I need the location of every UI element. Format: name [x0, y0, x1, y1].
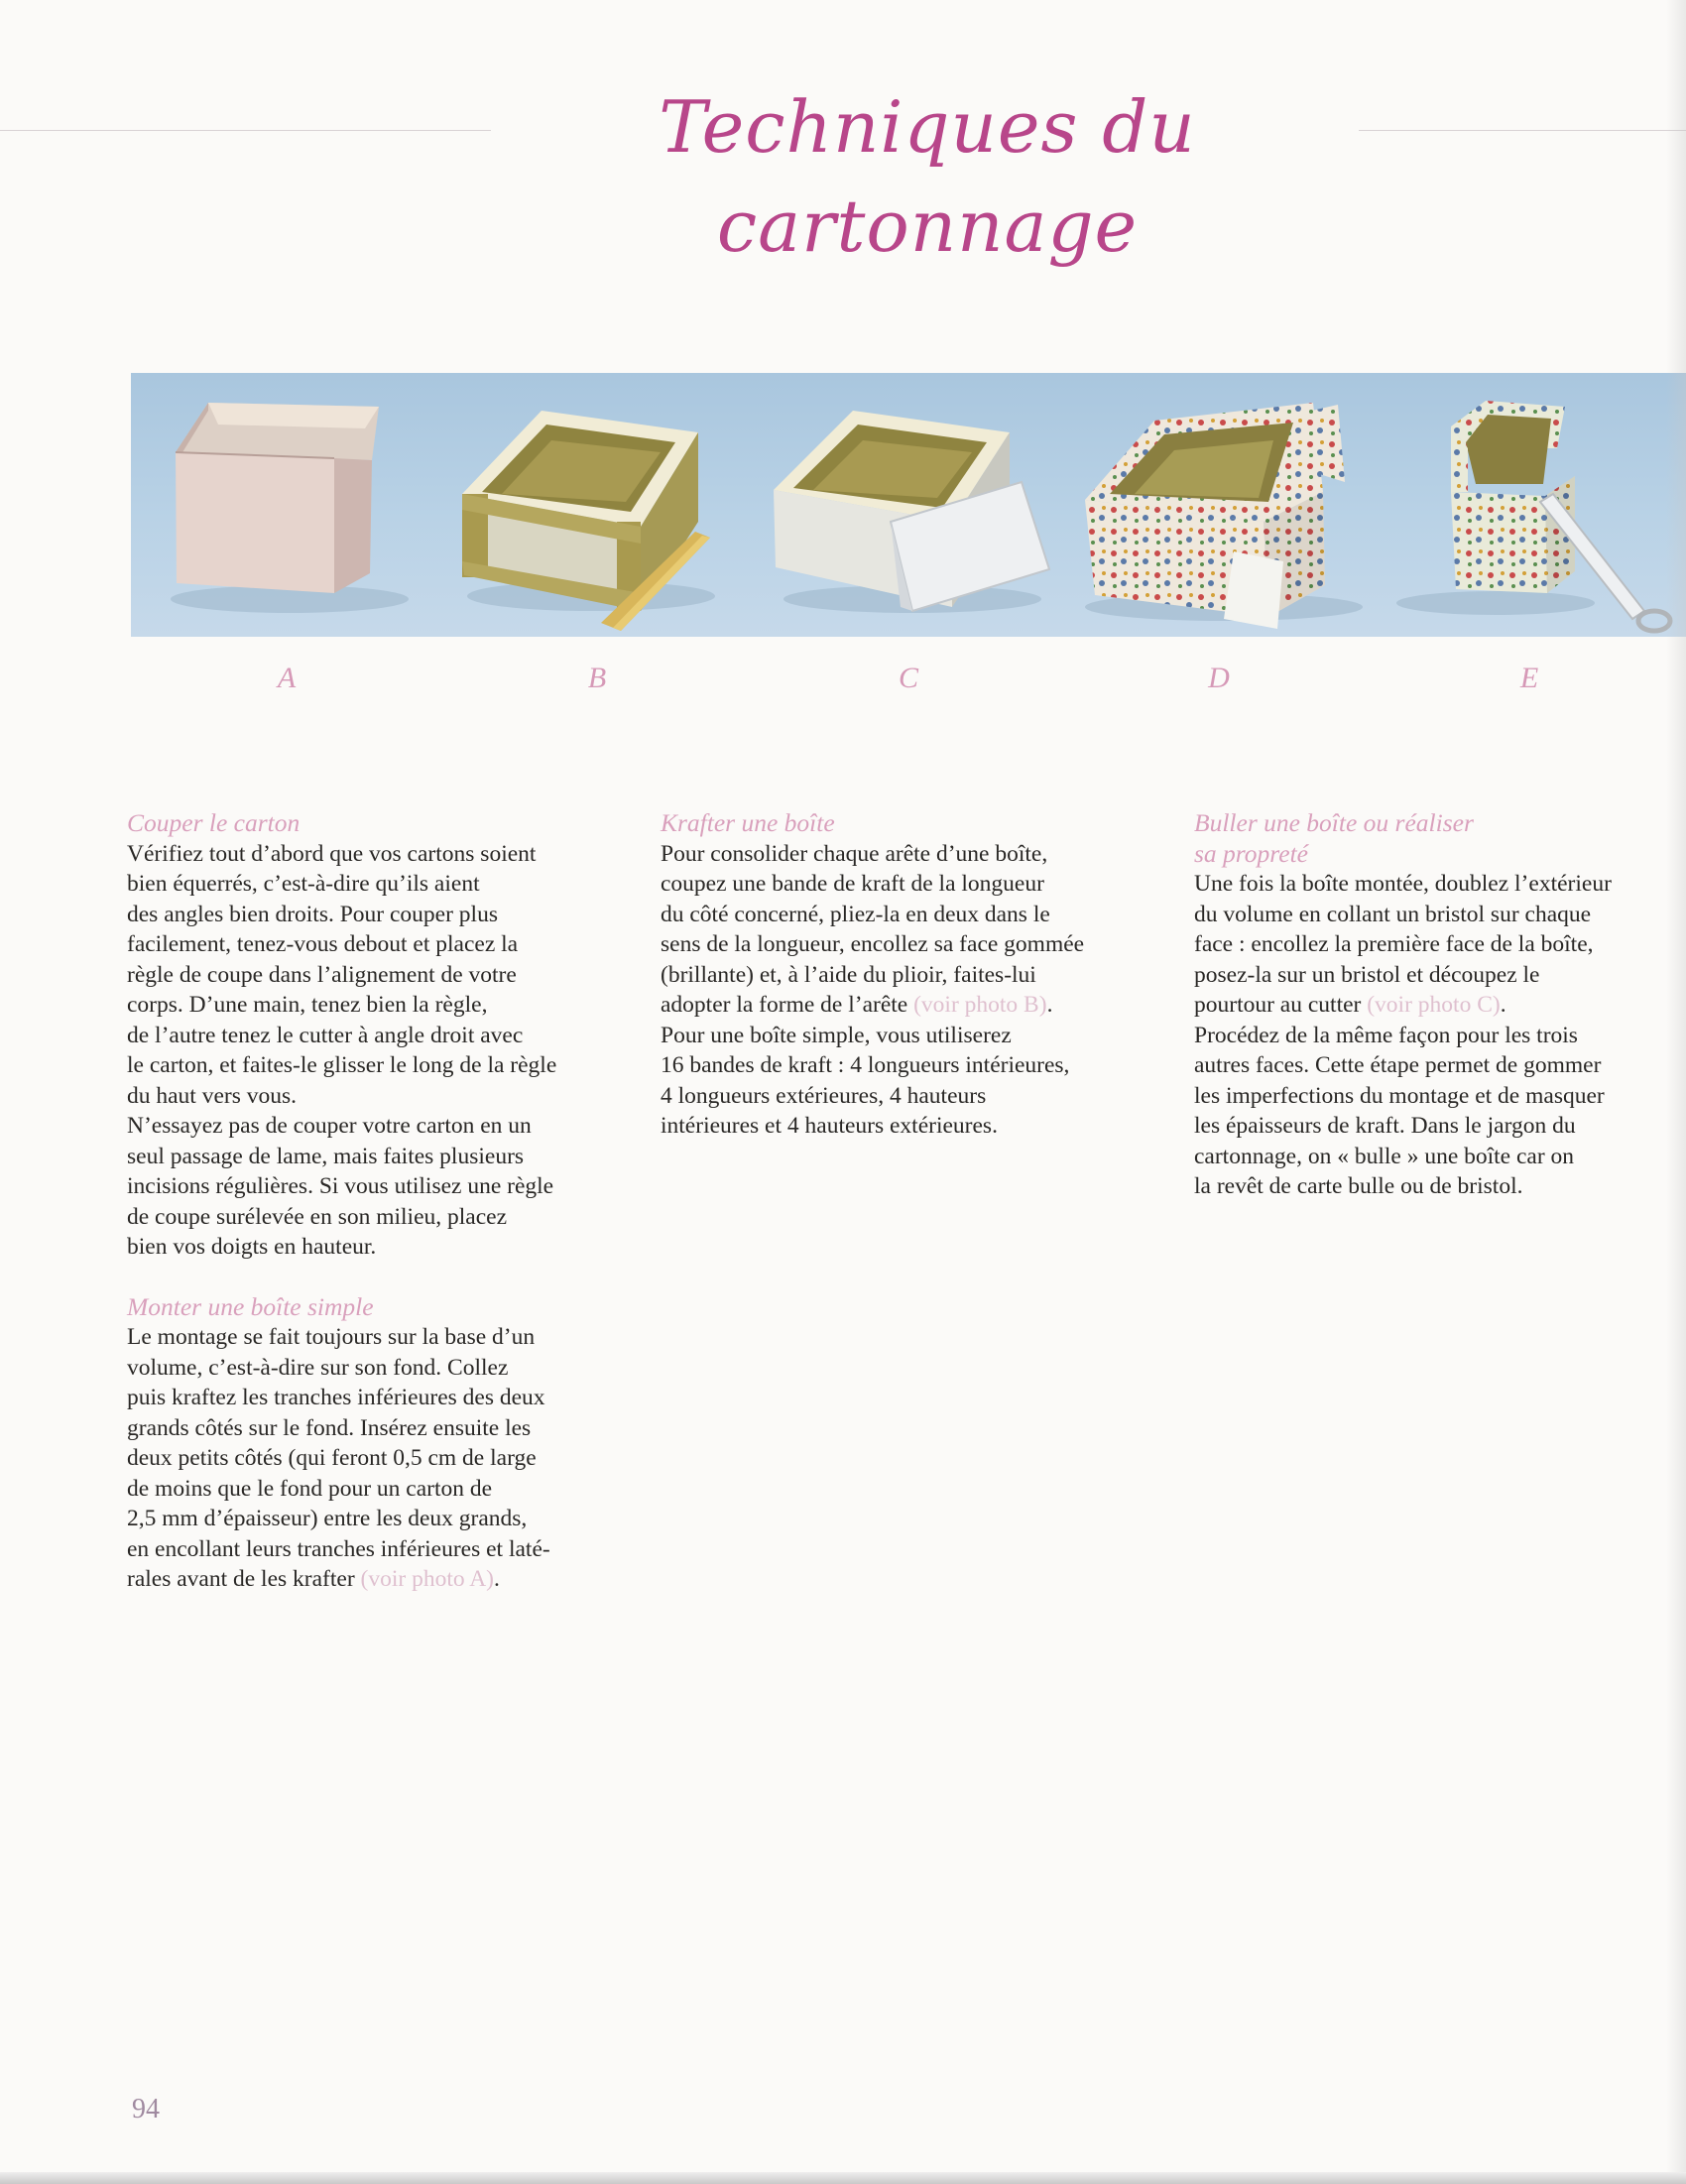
page-number: 94	[132, 2094, 160, 2124]
section-body: Le montage se fait toujours sur la base d’un volume, c’est-à-dire sur son fond. Collez puis kraftez les tranches inférieures des deux grands côtés sur le fond. Insérez ensuite les deux petits côtés (qui feront 0,5 cm de large de moins que le fond pour un carton de 2,5 mm d’épaisseur) entre les deux grands, en encollant leurs tranches inférieures et laté- rales avant de les krafter	[127, 1324, 550, 1592]
column-3	[1194, 808, 1686, 1232]
fabric-box-scissors-icon	[1377, 373, 1686, 637]
section-text	[661, 839, 1166, 1142]
photo-label-b: B	[587, 662, 607, 694]
photo-label-c: C	[898, 662, 918, 694]
photo-label-a: A	[277, 662, 297, 694]
section-body: Pour consolider chaque arête d’une boîte, coupez une bande de kraft de la longueur du côté concerné, pliez-la en deux dans le sens de la longueur, encollez sa face gommée (brillante) et, à l’aide du plioir, faites-lui adopter la forme de l’arête	[661, 840, 1085, 1018]
photo-a	[131, 373, 442, 637]
photo-label-e: E	[1519, 662, 1539, 694]
section-body-tail: .	[494, 1566, 500, 1592]
kraft-box-icon	[442, 373, 754, 637]
section-text	[127, 1322, 633, 1595]
photo-b	[442, 373, 754, 637]
section-body-tail: . Pour une boîte simple, vous utiliserez 16 bandes de kraft : 4 longueurs intérieures, 4 longueurs extérieures, 4 hauteurs intérieures et 4 hauteurs extérieures.	[661, 992, 1070, 1139]
photo-label-d: D	[1208, 662, 1230, 694]
photo-strip	[131, 373, 1686, 637]
page-bottom-edge	[0, 2172, 1686, 2184]
photo-d	[1065, 373, 1377, 637]
section-body: Une fois la boîte montée, doublez l’extérieur du volume en collant un bristol sur chaque face : encollez la première face de la boîte, posez-la sur un bristol et découpez le pourtour au cutter	[1194, 871, 1612, 1018]
column-1	[127, 808, 633, 1625]
title-rule-right	[1359, 130, 1686, 131]
photo-e	[1377, 373, 1686, 637]
column-2	[661, 808, 1166, 1171]
photo-reference: (voir photo A)	[360, 1566, 494, 1592]
photo-reference: (voir photo C)	[1367, 992, 1501, 1018]
page-edge-shadow	[1666, 0, 1686, 2184]
plain-box-icon	[131, 373, 442, 637]
section-buller	[1194, 808, 1686, 1202]
title-rule-left	[0, 130, 491, 131]
section-text	[1194, 869, 1686, 1202]
photo-reference: (voir photo B)	[913, 992, 1047, 1018]
section-krafter	[661, 808, 1166, 1142]
section-heading: Monter une boîte simple	[127, 1291, 374, 1321]
section-body-tail: . Procédez de la même façon pour les trois autres faces. Cette étape permet de gommer les imperfections du montage et de masquer les épaisseurs de kraft. Dans le jargon du cartonnage, on « bulle » une boîte car on la revêt de carte bulle ou de bristol.	[1194, 992, 1605, 1199]
section-heading: Buller une boîte ou réaliser sa propreté	[1194, 808, 1474, 868]
section-monter	[127, 1292, 633, 1595]
section-text: Vérifiez tout d’abord que vos cartons soient bien équerrés, c’est-à-dire qu’ils aient des angles bien droits. Pour couper plus facilement, tenez-vous debout et placez la règle de coupe dans l’alignement de votre corps. D’une main, tenez bien la règle, de l’autre tenez le cutter à angle droit avec le carton, et faites-le glisser le long de la règle du haut vers vous. N’essayez pas de couper votre carton en un seul passage de lame, mais faites plusieurs incisions régulières. Si vous utilisez une règle de coupe surélevée en son milieu, placez bien vos doigts en hauteur.	[127, 840, 557, 1260]
bristol-box-icon	[754, 373, 1065, 637]
section-heading: Krafter une boîte	[661, 808, 835, 837]
section-heading: Couper le carton	[127, 808, 301, 837]
page-title: Techniques du cartonnage	[659, 85, 1196, 268]
photo-c	[754, 373, 1065, 637]
section-couper	[127, 808, 633, 1263]
fabric-box-icon	[1065, 373, 1377, 637]
